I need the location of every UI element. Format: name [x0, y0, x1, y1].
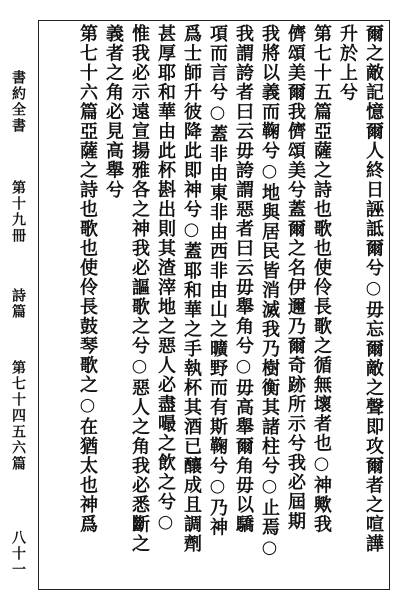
text-column: 第七十五篇亞薩之詩也歌也使伶長歌之循無壞者也○神歟我: [311, 24, 332, 534]
text-column: 我謂誇者曰云毋誇謂惡者曰云毋舉角兮○毋高舉爾角毋以驕: [233, 24, 254, 534]
main-text: [46, 24, 386, 590]
text-column: 甚厚耶和華由此杯斟出則其渣滓地之惡人必盡嘬之飲之兮○: [155, 24, 176, 534]
text-column: 爲士師升彼降此即神兮○蓋耶和華之手執杯其酒已釀成且調劑: [181, 24, 202, 554]
page-number: 八十一: [10, 530, 26, 578]
text-column: 升於上兮: [337, 24, 358, 102]
text-column: 儕頌美爾我儕頌美兮蓋爾之名伊邇乃爾奇跡所示兮我必屆期: [285, 24, 306, 531]
book-title: 書約全書: [10, 70, 26, 134]
text-column: 爾之敵記憶爾人終日誣詆爾兮○毋忘爾敵之聲即攻爾者之喧譁: [363, 24, 384, 554]
text-column: 惟我必示遠宣揚雅各之神我必謳歌之兮○惡人之角我必悉斷之: [129, 24, 150, 554]
text-column: 第七十六篇亞薩之詩也歌也使伶長鼓琴歌之○在猶太也神爲: [77, 24, 98, 534]
text-column: 我將以義而鞠兮○地與居民皆消滅我乃樹衡其諸柱兮○止焉○: [259, 24, 280, 560]
text-column: 義者之角必見高舉兮: [103, 24, 124, 200]
book-number: 第十九冊: [10, 180, 26, 244]
text-column: 項而言兮○蓋非由東非由西非由山之曠野而有斯鞠兮○乃神: [207, 24, 228, 537]
section-title: 詩篇: [10, 288, 26, 320]
page-margin: [2, 70, 38, 590]
chapter-range: 第七十四五六篇: [10, 360, 26, 472]
